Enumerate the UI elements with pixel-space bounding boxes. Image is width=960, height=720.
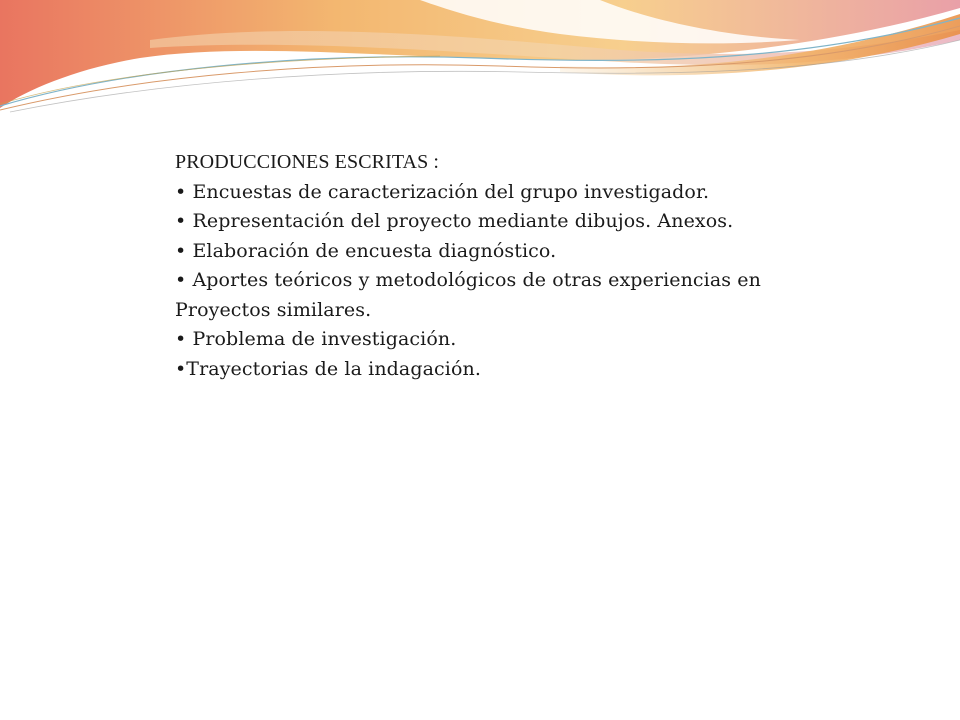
slide-body — [175, 148, 875, 384]
bullet-item-4: • Aportes teóricos y metodológicos de otras experiencias en — [175, 269, 761, 291]
slide-heading: PRODUCCIONES ESCRITAS : — [175, 151, 440, 173]
bullet-item-5: • Problema de investigación. — [175, 328, 457, 350]
bullet-item-4-continuation: Proyectos similares. — [175, 298, 372, 321]
bullet-item-2: • Representación del proyecto mediante dibujos. Anexos. — [175, 210, 734, 232]
header-swoosh-decoration — [0, 0, 960, 120]
bullet-item-6: •Trayectorias de la indagación. — [175, 357, 481, 380]
bullet-item-1: • Encuestas de caracterización del grupo investigador. — [175, 180, 710, 203]
bullet-item-3: • Elaboración de encuesta diagnóstico. — [175, 239, 557, 262]
